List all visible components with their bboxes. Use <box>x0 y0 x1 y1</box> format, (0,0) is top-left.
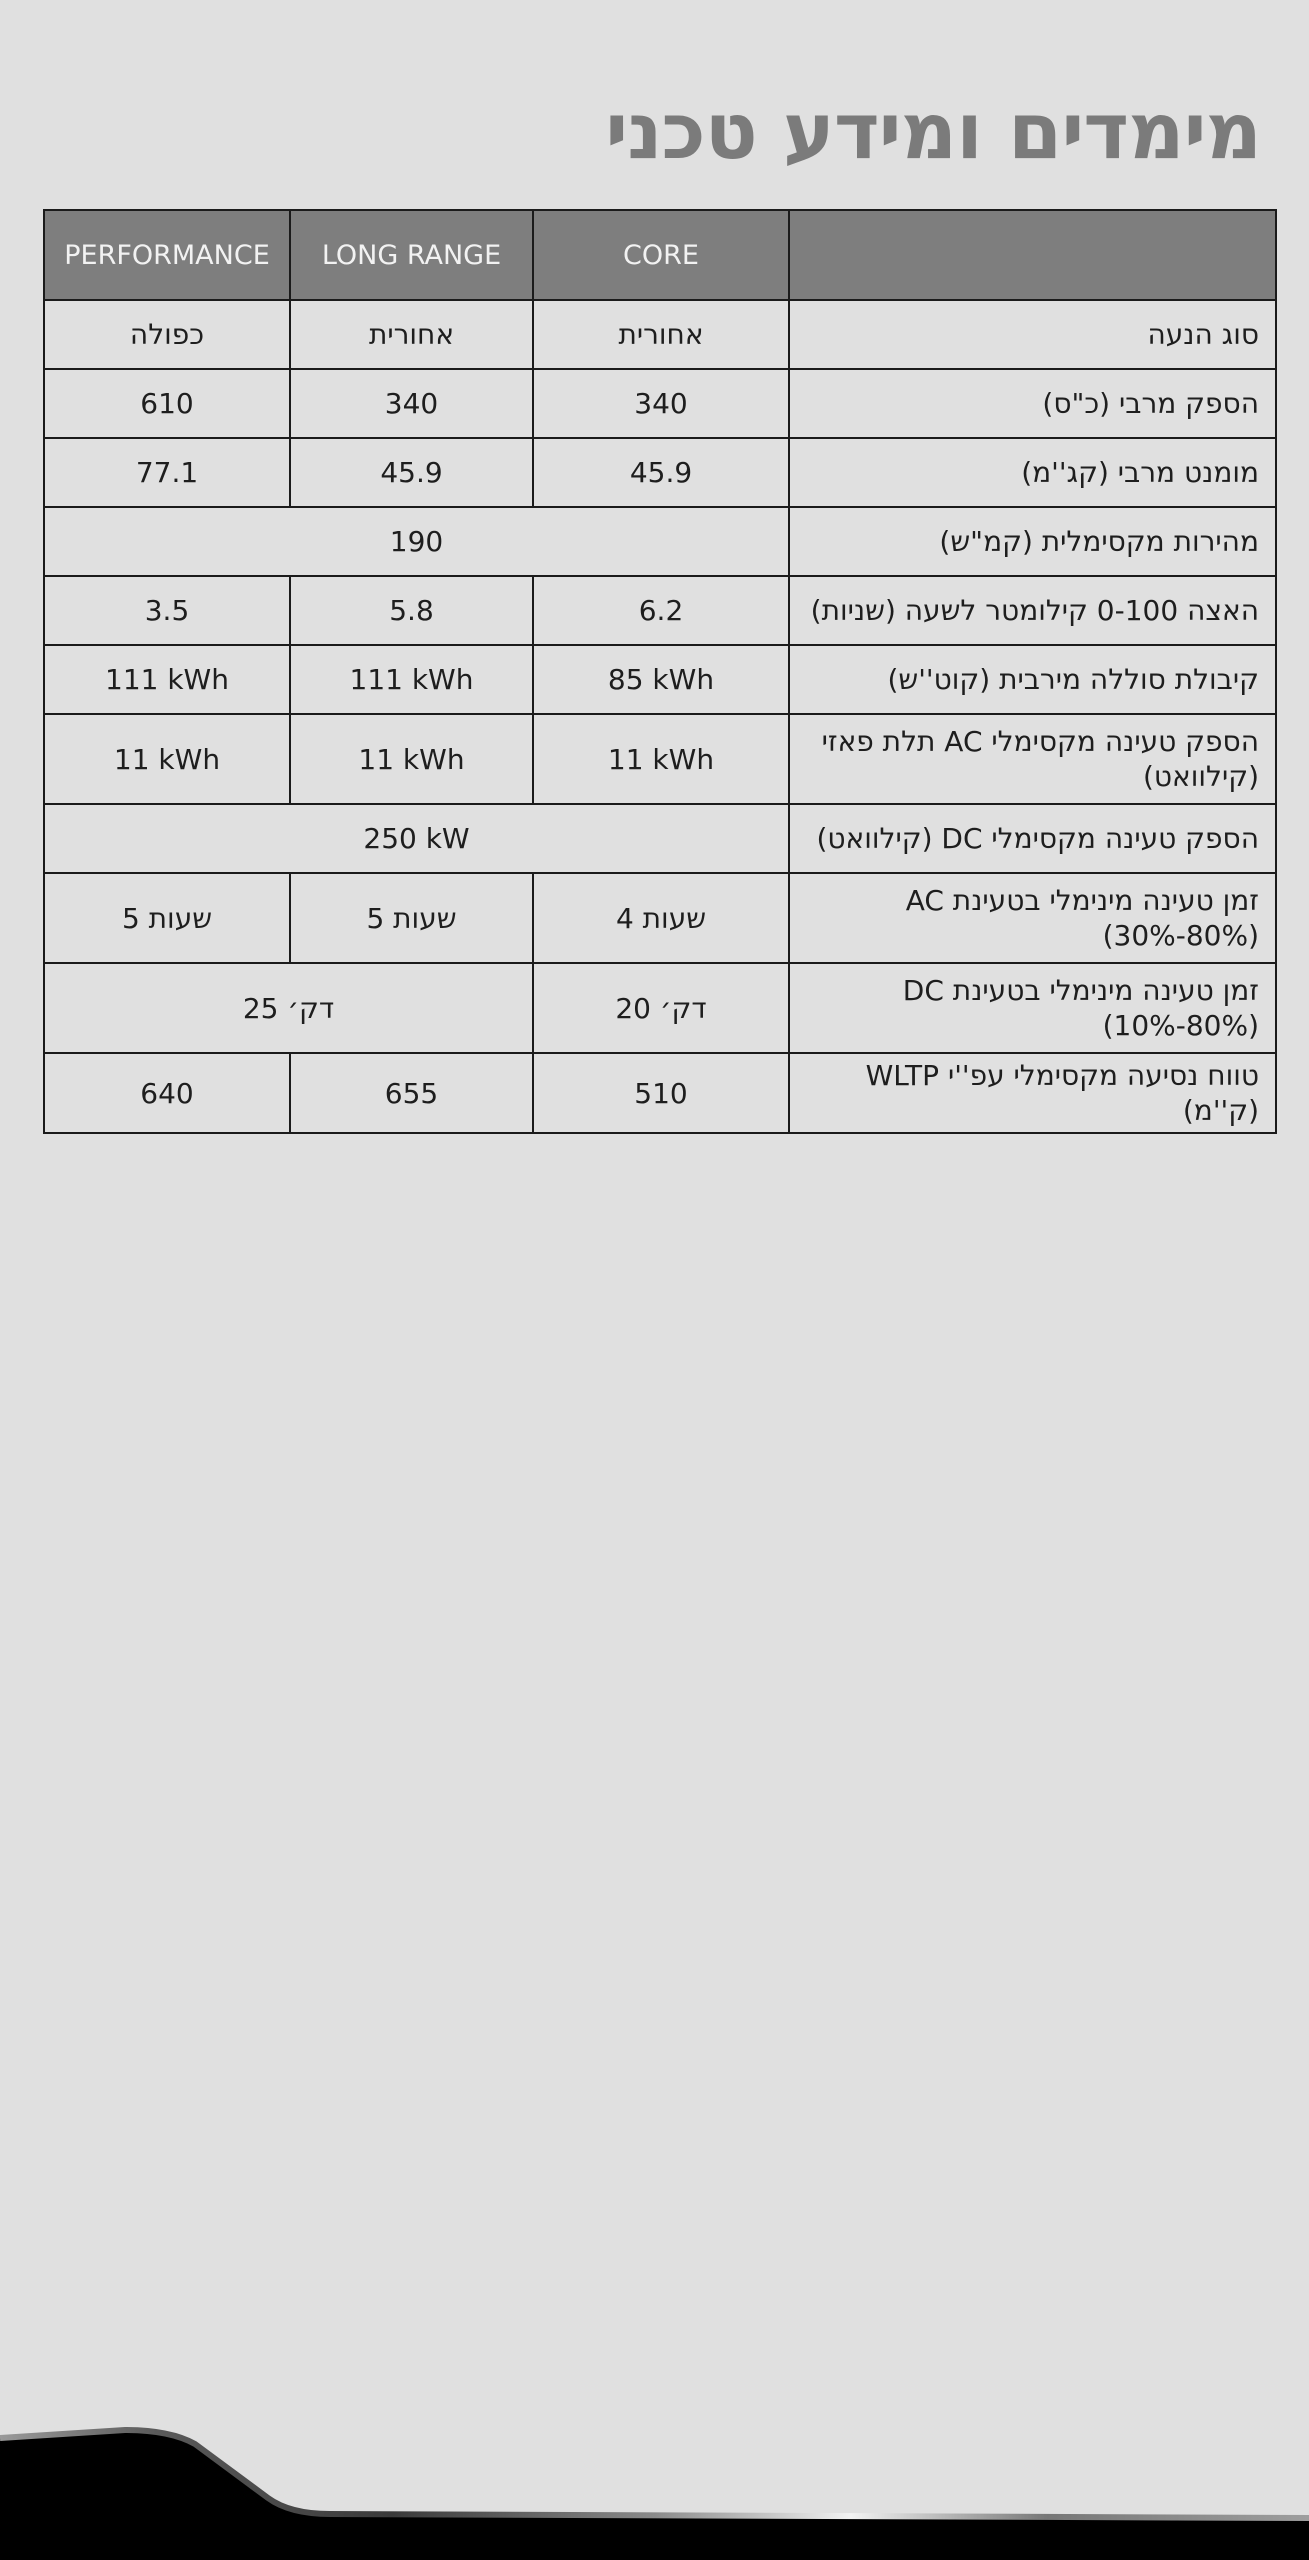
header-long-range: LONG RANGE <box>290 210 533 300</box>
cell-core: 20 דק׳ <box>533 963 789 1053</box>
cell-core: 4 שעות <box>533 873 789 963</box>
table-row <box>44 714 1276 804</box>
header-core: CORE <box>533 210 789 300</box>
cell-performance: 5 שעות <box>44 873 290 963</box>
cell-performance: כפולה <box>44 300 290 369</box>
page-title: מימדים ומידע טכני <box>605 87 1261 177</box>
row-label: הספק טעינה מקסימלי AC תלת פאזי (קילוואט) <box>789 714 1276 804</box>
table-row <box>44 804 1276 873</box>
row-label: קיבולת סוללה מירבית (קוט''ש) <box>789 645 1276 714</box>
cell-performance: 77.1 <box>44 438 290 507</box>
table-row <box>44 300 1276 369</box>
cell-core: 85 kWh <box>533 645 789 714</box>
cell-long-range: 340 <box>290 369 533 438</box>
cell-long-range: אחורית <box>290 300 533 369</box>
row-label: הספק טעינה מקסימלי DC (קילוואט) <box>789 804 1276 873</box>
table-row <box>44 369 1276 438</box>
spec-table <box>43 209 1277 1134</box>
row-label: זמן טעינה מינימלי בטעינת DC (10%-80%) <box>789 963 1276 1053</box>
row-label: זמן טעינה מינימלי בטעינת AC (30%-80%) <box>789 873 1276 963</box>
header-performance: PERFORMANCE <box>44 210 290 300</box>
cell-core: 510 <box>533 1053 789 1133</box>
row-label: מומנט מרבי (קג''מ) <box>789 438 1276 507</box>
cell-all-trims: 250 kW <box>44 804 789 873</box>
row-label: מהירות מקסימלית (קמ"ש) <box>789 507 1276 576</box>
cell-all-trims: 190 <box>44 507 789 576</box>
cell-long-range: 655 <box>290 1053 533 1133</box>
row-label: סוג הנעה <box>789 300 1276 369</box>
cell-core: 6.2 <box>533 576 789 645</box>
bottom-decoration <box>0 2330 1309 2560</box>
cell-performance: 610 <box>44 369 290 438</box>
cell-long-range: 5.8 <box>290 576 533 645</box>
row-label: הספק מרבי (כ"ס) <box>789 369 1276 438</box>
header-row <box>44 210 1276 300</box>
cell-long-range: 5 שעות <box>290 873 533 963</box>
cell-long-range: 45.9 <box>290 438 533 507</box>
cell-core: 45.9 <box>533 438 789 507</box>
cell-long-range: 111 kWh <box>290 645 533 714</box>
table-row <box>44 576 1276 645</box>
cell-long-range: 11 kWh <box>290 714 533 804</box>
header-label <box>789 210 1276 300</box>
row-label: האצה 0-100 קילומטר לשעה (שניות) <box>789 576 1276 645</box>
cell-core: 340 <box>533 369 789 438</box>
cell-performance: 3.5 <box>44 576 290 645</box>
cell-performance: 11 kWh <box>44 714 290 804</box>
table-row <box>44 645 1276 714</box>
table-row <box>44 1053 1276 1133</box>
cell-performance: 111 kWh <box>44 645 290 714</box>
cell-performance-long-range: 25 דק׳ <box>44 963 533 1053</box>
table-row <box>44 963 1276 1053</box>
cell-core: 11 kWh <box>533 714 789 804</box>
table-row <box>44 873 1276 963</box>
table-row <box>44 507 1276 576</box>
cell-core: אחורית <box>533 300 789 369</box>
row-label: טווח נסיעה מקסימלי עפ''י WLTP (ק''מ) <box>789 1053 1276 1133</box>
table-row <box>44 438 1276 507</box>
cell-performance: 640 <box>44 1053 290 1133</box>
